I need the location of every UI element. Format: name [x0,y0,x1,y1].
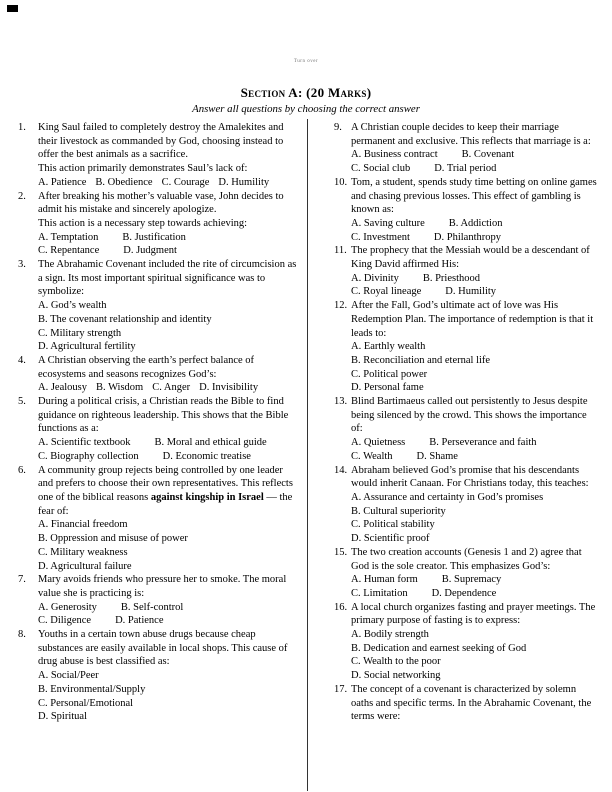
option: D. Social networking [351,670,441,682]
option: D. Spiritual [38,711,87,723]
question-stem-text: A community group rejects being controlled by one leader and prefers to choose their own representatives. This reflects one of the biblical reasons [38,464,293,503]
option: D. Humility [445,286,497,298]
option-line [351,491,598,505]
option-line [351,573,598,587]
option-line [38,231,298,245]
option: A. Patience [38,176,87,188]
option-line [351,381,598,395]
question-body [38,573,298,628]
option: A. God’s wealth [38,300,107,312]
option: B. The covenant relationship and identity [38,313,212,325]
question-stem-text: Blind Bartimaeus called out persistently to Jesus despite being silenced by the crowd. This shows the importance of: [351,396,588,435]
question-number: 8. [18,629,26,641]
question-stem-text: This action is a necessary step towards achieving: [38,217,248,229]
option-line [38,340,298,354]
option: C. Royal lineage [351,286,422,298]
question [18,121,298,190]
question-body [38,464,298,574]
question-stem [38,464,298,519]
question-number: 1. [18,122,26,133]
question-stem [38,258,298,299]
question-body [351,683,598,724]
option: C. Biography collection [38,450,139,462]
option: B. Covenant [461,149,515,161]
question-body [38,354,298,395]
option: C. Social club [351,163,411,175]
option-line [351,231,598,245]
option-line [351,532,598,546]
option: A. Quietness [351,437,406,449]
question [18,395,298,464]
question-body [351,546,598,601]
option: C. Military weakness [38,546,128,558]
question [334,601,598,683]
question-stem [351,244,598,271]
question-number: 14. [334,464,348,476]
option: C. Repentance [38,245,100,257]
option-line [351,285,598,299]
question-number: 17. [334,683,348,695]
question-number: 15. [334,546,348,558]
question [18,464,298,574]
question [334,464,598,546]
question-number: 9. [334,122,342,133]
option: B. Cultural superiority [351,505,446,517]
column-right [334,121,598,724]
question-stem-text: The two creation accounts (Genesis 1 and 2) agree that God is the sole creator. This emphasizes God’s: [351,546,582,572]
question-stem [38,573,298,600]
option: C. Personal/Emotional [38,697,134,709]
question-body [351,395,598,464]
option: B. Obedience [95,176,153,188]
option: A. Saving culture [351,217,425,229]
option-line [38,601,298,615]
question-stem [351,546,598,573]
question-body [351,244,598,299]
question-number: 4. [18,354,26,366]
section-title: Section A: (20 Marks) [240,85,372,100]
option: D. Invisibility [199,382,259,394]
question-stem-text: This action primarily demonstrates Saul’s lack of: [38,163,248,175]
option: D. Patience [115,615,164,627]
question-stem-text: The Abrahamic Covenant included the rite of circumcision as a sign. Its most important spiritual significance was to symbolize: [38,259,297,298]
question-stem-text: Youths in a certain town abuse drugs because cheap substances are easily available in local shops. This cause of drug abuse is best classified as: [38,629,288,668]
option-line [38,436,298,450]
question-body [351,601,598,683]
option-line [351,669,598,683]
question-number: 10. [334,176,348,188]
option: C. Military strength [38,327,122,339]
question [18,573,298,628]
question-stem [351,299,598,340]
question-stem [38,354,298,381]
option: A. Assurance and certainty in God’s promises [351,491,544,503]
option-line [38,683,298,697]
option: D. Shame [416,450,458,462]
question-stem-text: After breaking his mother’s valuable vase, John decides to admit his mistake and sincerely apologize. [38,190,284,216]
question-stem-text: Tom, a student, spends study time betting on online games and chasing previous losses. This effect of gambling is known as: [351,176,597,216]
question [334,395,598,464]
question-stem [351,464,598,491]
option: B. Addiction [448,217,503,229]
option: D. Scientific proof [351,533,430,545]
option-line [38,450,298,464]
question [334,176,598,245]
option-line [38,327,298,341]
question-stem-text: Mary avoids friends who pressure her to smoke. The moral value she is practicing is: [38,574,287,599]
option-line [38,381,298,395]
question-body [38,190,298,259]
option-line [351,354,598,368]
question-stem-text: A local church organizes fasting and prayer meetings. The primary purpose of fasting is to express: [351,601,596,627]
question [18,628,298,724]
question-body [38,395,298,464]
option: B. Wisdom [96,382,144,394]
column-left [18,121,298,724]
question [334,121,598,176]
option: D. Agricultural failure [38,560,132,572]
question-stem [38,395,298,436]
option-line [351,340,598,354]
option-line [38,313,298,327]
option-line [351,162,598,176]
option: B. Priesthood [422,272,481,284]
option-line [351,518,598,532]
question-stem-text: During a political crisis, a Christian reads the Bible to find guidance on righteous leadership. This shows that the Bible functions as a: [38,396,289,435]
option-line [38,710,298,724]
option-line [38,546,298,560]
question-body [351,176,598,245]
option-line [38,244,298,258]
question-number: 16. [334,601,348,613]
question-number: 3. [18,259,26,271]
option-line [38,176,298,190]
option: C. Limitation [351,587,408,599]
question-body [38,258,298,354]
question-stem-text: The concept of a covenant is characterized by solemn oaths and specific terms. In the Abrahamic Covenant, the terms were: [351,683,592,723]
question-stem [38,628,298,669]
option: C. Political power [351,368,428,380]
question-stem-text: Abraham believed God’s promise that his descendants would inherit Canaan. For Christians today, this teaches: [351,464,589,490]
option: A. Generosity [38,601,97,613]
option: B. Reconciliation and eternal life [351,354,491,366]
option-line [351,450,598,464]
question-stem [351,683,598,724]
scan-corner-mark [7,5,18,12]
section-instructions: Answer all questions by choosing the correct answer [192,103,420,115]
question-body [38,121,298,190]
option-line [351,587,598,601]
option: D. Personal fame [351,382,424,394]
option: A. Temptation [38,231,99,243]
option: D. Humility [218,176,270,188]
option-line [38,299,298,313]
question-number: 2. [18,190,26,202]
option-line [351,655,598,669]
option: B. Perseverance and faith [429,437,537,449]
question-number: 11. [334,245,347,257]
option: A. Financial freedom [38,519,128,531]
question-stem [351,176,598,217]
option: C. Wealth to the poor [351,656,441,668]
option: D. Philanthropy [433,231,502,243]
option: A. Business contract [351,149,438,161]
option: B. Environmental/Supply [38,683,146,695]
option-line [38,532,298,546]
option: B. Dedication and earnest seeking of God [351,642,527,654]
option: D. Economic treatise [162,450,251,462]
option-line [38,697,298,711]
option-line [38,518,298,532]
option-line [351,217,598,231]
option: B. Justification [122,231,186,243]
question-number: 13. [334,396,348,408]
option-line [38,669,298,683]
option-line [38,614,298,628]
option: C. Investment [351,231,410,243]
option: D. Judgment [123,245,177,257]
question-stem [351,121,598,148]
option: C. Anger [152,382,191,394]
question-number: 5. [18,396,26,408]
question-body [351,121,598,176]
question-body [351,464,598,546]
question-body [38,628,298,724]
column-divider [307,119,308,791]
page-watermark: Turn over [293,59,319,64]
option: B. Oppression and misuse of power [38,533,188,545]
option: C. Wealth [351,450,393,462]
option: D. Dependence [431,587,497,599]
option-line [351,642,598,656]
question-stem [38,121,298,162]
question-stem-text: A Christian observing the earth’s perfect balance of ecosystems and seasons recognizes God’s: [38,354,255,380]
question [334,244,598,299]
option-line [351,148,598,162]
question [334,299,598,395]
option-line [351,436,598,450]
option: A. Divinity [351,272,399,284]
question-stem [38,190,298,217]
question-stem-text: After the Fall, God’s ultimate act of love was His Redemption Plan. The importance of redemption is that it leads to: [351,300,594,339]
option: A. Bodily strength [351,629,429,641]
question-stem-text: — the fear of: [38,491,293,517]
option: A. Human form [351,574,418,586]
question [334,546,598,601]
question-body [351,299,598,395]
option: D. Agricultural fertility [38,341,136,353]
option: C. Political stability [351,519,435,531]
option: B. Moral and ethical guide [154,437,267,449]
question [334,683,598,724]
option: A. Scientific textbook [38,437,131,449]
question-number: 7. [18,574,26,586]
option-line [38,560,298,574]
option: B. Self-control [120,601,184,613]
option: C. Courage [161,176,210,188]
option-line [351,368,598,382]
question [18,354,298,395]
question-stem-text: A Christian couple decides to keep their marriage permanent and exclusive. This reflects that marriage is a: [351,122,591,147]
option-line [351,628,598,642]
option-line [351,505,598,519]
option: A. Social/Peer [38,670,99,682]
option: B. Supremacy [441,574,502,586]
question-number: 6. [18,464,26,476]
question-number: 12. [334,300,348,312]
question [18,258,298,354]
question-stem-text: The prophecy that the Messiah would be a descendant of King David affirmed His: [351,245,590,271]
option-line [351,272,598,286]
option: D. Trial period [434,163,497,175]
question-stem [38,217,298,231]
question-stem-bold-text: against kingship in Israel [150,491,264,503]
question [18,190,298,259]
question-stem [351,395,598,436]
option: C. Diligence [38,615,92,627]
question-stem-text: King Saul failed to completely destroy the Amalekites and their livestock as commanded by God, choosing instead to offer the best animals as a sacrifice. [38,122,284,161]
option: A. Earthly wealth [351,341,426,353]
question-stem [38,162,298,176]
question-stem [351,601,598,628]
option: A. Jealousy [38,382,87,394]
